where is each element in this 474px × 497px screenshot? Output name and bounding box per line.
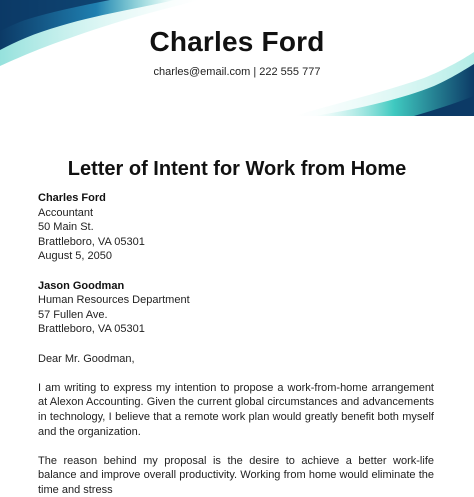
spacer (38, 439, 434, 454)
bottom-right-wave-decoration (294, 52, 474, 116)
sender-position: Accountant (38, 206, 94, 219)
sender-street: 50 Main St. (38, 221, 94, 234)
recipient-street: 57 Fullen Ave. (38, 308, 108, 321)
sender-name: Charles Ford (38, 192, 106, 204)
recipient-department: Human Resources Department (38, 294, 190, 307)
spacer (38, 264, 434, 279)
letter-body (38, 191, 434, 497)
document-title: Letter of Intent for Work from Home (67, 158, 407, 180)
body-paragraph-1: I am writing to express my intention to propose a work-from-home arrangement at Alexon Accounting. Given the current global circumstances and advancements in technology, I believe that a remote work plan would greatly benefit both myself and the organization. (38, 381, 434, 438)
sender-header-name: Charles Ford (149, 26, 325, 57)
sender-contact-line: charles@email.com | 222 555 777 (153, 66, 321, 78)
sender-city: Brattleboro, VA 05301 (38, 235, 145, 248)
spacer (38, 337, 434, 352)
recipient-city: Brattleboro, VA 05301 (38, 323, 145, 336)
spacer (38, 366, 434, 381)
recipient-name: Jason Goodman (38, 279, 125, 292)
body-paragraph-2: The reason behind my proposal is the desire to achieve a better work-life balance and improve overall productivity. Working from home would eliminate the time and stress (38, 454, 434, 496)
salutation: Dear Mr. Goodman, (38, 352, 135, 365)
letter-date: August 5, 2050 (38, 250, 113, 263)
